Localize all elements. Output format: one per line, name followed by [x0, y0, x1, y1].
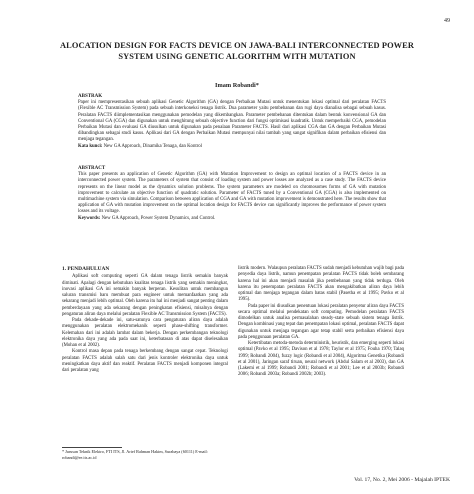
abstrak-keywords-text: New GA Approach, Dinamika Tenaga, dan Kontrol — [103, 143, 203, 149]
footnote-rule — [62, 447, 122, 448]
left-column — [62, 266, 228, 374]
author: Imam Robandi* — [215, 82, 259, 89]
abstract-keywords-label: Keywords: — [78, 215, 101, 221]
section-heading: 1. PENDAHULUAN — [62, 266, 110, 272]
right-column — [238, 266, 404, 379]
paragraph: listrik modern. Walaupun peralatan FACTS sudah menjadi kebutuhan wajib bagi pada penyedia daya listrik, namun penempatan peralatan FACTS tidak boleh sembarang karena hal ini akan menjadi masalah jika pembebanan yang tidak terduga. Oleh karena itu penempatan peralatan FACTS akan mengakibatkan aliran daya lebih optimal dan menjaga tegangan dalam batas stabil (Pasetha et al 1995; Pavko et al 1995). — [238, 266, 404, 303]
abstract-block — [78, 166, 386, 222]
abstract-heading: ABSTRACT — [78, 166, 106, 171]
paragraph: Aplikasi soft computing seperti GA dalam tenaga listrik semakin banyak diminati. Apalagi dengan kebutuhan kualitas tenaga listrik yang semakin meningkat, inovasi aplikasi GA ini semakin banyak berperan. Kesulitan untuk membangun saluran transmisi baru membuat para engineer untuk memanfaatkan yang ada sekarang menjadi lebih optimal. Oleh karena itu hal ini menjadi sangat penting dalam pemberdayaan yang ada sekarang dengan peningkatan efisiensi, misalnya dengan pengaturan aliran daya melalui peralatan Flexible AC Transmission System (FACTS). — [62, 274, 228, 317]
footnote: * Jurusan Teknik Elektro, FTI ITS, Jl. Arief Rahman Hakim, Surabaya (60111) E-mail: robandi@ee.its.ac.id — [62, 449, 208, 460]
abstrak-heading: ABSTRAK — [78, 94, 103, 99]
paragraph: Ketertibatan metoda-metoda deterministik, heuristik, dan emerging seperti lokasi optimal (Pavko et al 1995; Davison et al 1978; Taylor et al 1975; Fouha 1970; Talaq 1999; Robandi 2004), fuzzy logic (Robandi et al 2004), Algoritma Genetika (Robandi et al 2001), Jaringan saraf tiruan, neural network (Abdul Salam et al 2003), dan GA (Lakemi et al 1999; Robandi 2001; Robandi et al 2001; Lee et al 2003b; Robandi 2006; Robandi 2003a; Robandi 2002b; 2003). — [238, 341, 404, 378]
journal-footer: Vol. 17, No. 2, Mei 2006 - Majalah IPTEK — [354, 477, 450, 483]
paragraph: Pada dekade-dekade ini, satu-satunya cara pengaturan aliran daya adalah menggunakan peralatan elektromekanik seperti phase-shifting transformer. Kelemahan dari ini adalah lambat dalam bekerja. Dengan perkembangan teknologi elektronika daya yang ada pada saat ini, keterbatasan di atas dapat diselesaikan (Mohan et al 2002). — [62, 318, 228, 348]
abstrak-text: Paper ini mempresentasikan sebuah aplikasi Genetic Algorithm (GA) dengan Perbaikan Mutasi untuk menentukan lokasi optimal dari peralatan FACTS (Flexible AC Transmission System) pada sebuah interkoneksi tenaga listrik. Dua parameter yaitu pembebanan dan rugi daya dianalisa sebagai sebuah kasus. Peralatan FACTS diimplementasikan menggunakan pemodelan yang dikembangkan. Parameter pembebanan ditentukan dalam bentuk konvensional GA dan Conventional GA (CGA) dan digunakan untuk menghitung sebuah objective function dari fungsi optimisasi kuadratik. Untuk memperbaiki CGA, pemodelan Perbaikan Mutasi dan evaluasi GA diusulkan untuk digunakan pada penalaan Parameter FACTS. Hasil dari aplikasi CGA dan GA dengan Perbaikan Mutasi dibandingkan sebagai studi kasus. Aplikasi dari GA dengan Perbaikan Mutasi mempunyai nilai tambah yang sangat signifikan dalam perbaikan efisiensi dan menjaga tegangan. — [78, 100, 386, 143]
paragraph: Pada paper ini diusulkan penentuan lokasi peralatan penyetur aliran daya FACTS secara optimal melalui pendekatan soft computing. Pemodelan peralatan FACTS dimodelkan untuk analisa permasalahan steady-state sebuah sistem tenaga listrik. Dengan kombinasi yang tepat dan penempatan lokasi optimal, peralatan FACTS dapat digunakan untuk menjaga tegangan agar tetap stabil serta perbaikan efisiensi daya pada penggunaan peralatan GA. — [238, 303, 404, 340]
abstrak-keywords — [78, 144, 386, 150]
abstrak-block — [78, 94, 386, 150]
page-number: 49 — [444, 18, 450, 24]
abstract-keywords — [78, 216, 386, 222]
paragraph: Kontrol masa depan pada tenaga berkembang dengan sangat cepat. Teknologi peralatan FACTS adalah salah satu dari jenis kontroler elektronika daya untuk meningkatkan daya aktif dan reaktif. Peralatan FACTS menjadi komponen integral dari peralatan yang — [62, 349, 228, 373]
paper-title: ALOCATION DESIGN FOR FACTS DEVICE ON JAWA-BALI INTERCONNECTED POWER SYSTEM USING GENETIC ALGORITHM WITH MUTATION — [60, 41, 414, 61]
abstrak-keywords-label: Kata kunci: — [78, 143, 103, 149]
abstract-text: This paper presents an application of Genetic Algorithm (GA) with Mutation Improvement to design an optimal location of a FACTS device in an interconnected power system. The parameters of system that consist of loading system and power losses are analyzed as a case study. The FACTS device represents on the linear model as the dynamics solution problems. The system parameters are modeled on chromosomes forms of GA with mutation improvement to calculate an objective function of quadratic solution. Parameter of FACTS tuned by a Conventional GA (CGA) is also implemented on multimachine system via simulation. Comparison between application of CGA and GA with mutation improvement is demonstrated here. The results show that application of GA with mutation improvement on the optimal location design for FACTS device can significantly improves the performance of power system losses and its voltage. — [78, 172, 386, 215]
abstract-keywords-text: New GA Approach, Power System Dynamics, and Control. — [101, 215, 216, 221]
